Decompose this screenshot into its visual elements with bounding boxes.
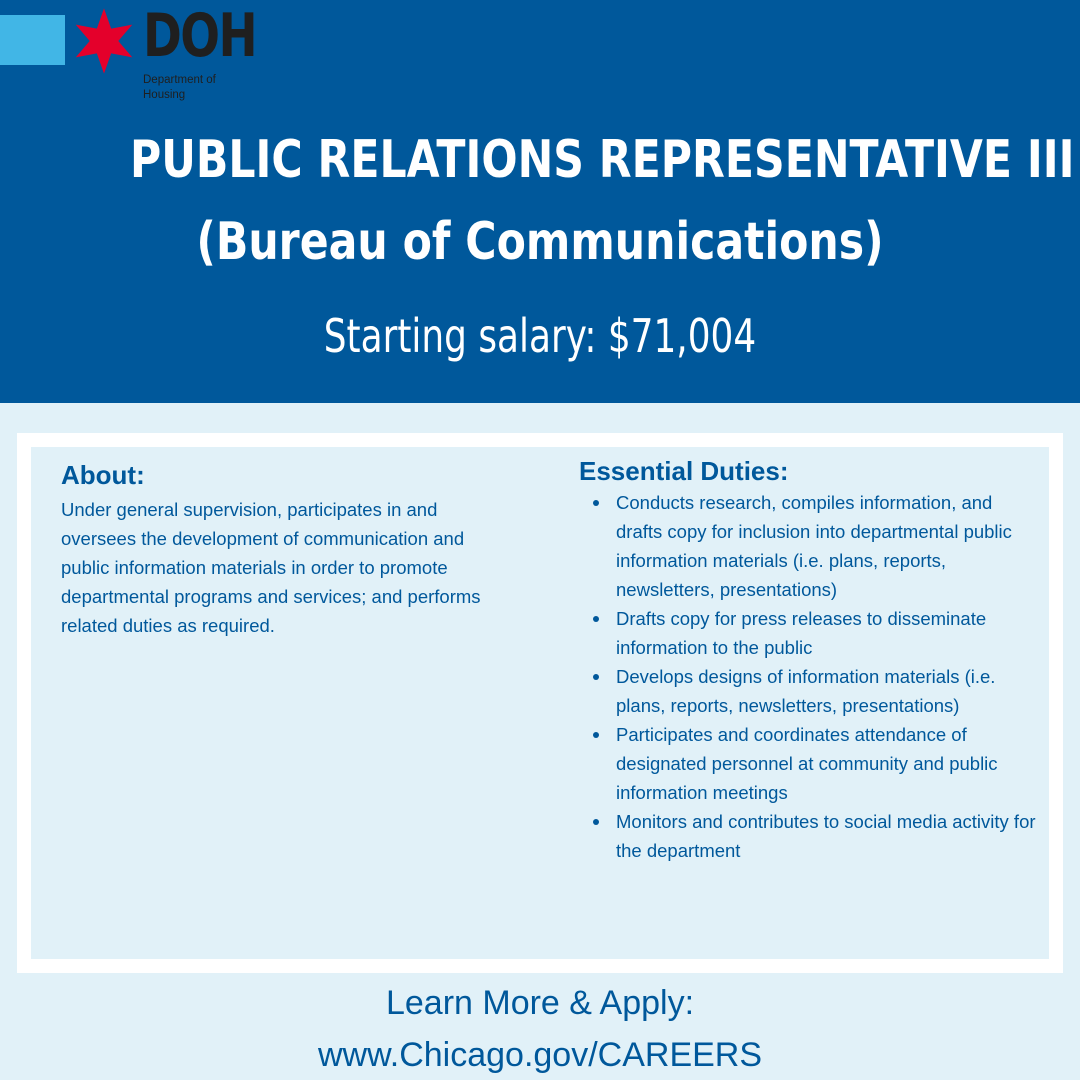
job-bureau: (Bureau of Communications) — [196, 212, 884, 272]
essential-duties-section — [579, 455, 1039, 865]
starting-salary: Starting salary: $71,004 — [323, 309, 757, 363]
bullet-icon — [593, 500, 599, 506]
logo-blue-square — [0, 15, 65, 65]
content-panel — [17, 433, 1063, 973]
bullet-icon — [593, 732, 599, 738]
logo-department-name: Department of Housing — [143, 74, 216, 101]
doh-logo — [0, 0, 257, 110]
duty-text: Participates and coordinates attendance of designated personnel at community and public information meetings — [616, 724, 998, 803]
six-pointed-star-icon — [70, 2, 138, 80]
duty-text: Conducts research, compiles information, and drafts copy for inclusion into departmental public information materials (i.e. plans, reports, newsletters, presentations) — [616, 492, 1012, 600]
duty-text: Drafts copy for press releases to disseminate information to the public — [616, 608, 987, 658]
apply-call-to-action: Learn More & Apply: — [385, 984, 695, 1022]
duty-item — [579, 662, 1039, 720]
header-banner — [0, 0, 1080, 403]
duties-list — [579, 488, 1039, 865]
bullet-icon — [593, 674, 599, 680]
duty-text: Monitors and contributes to social media activity for the department — [616, 811, 1036, 861]
content-panel-inner — [31, 447, 1049, 959]
duty-item — [579, 488, 1039, 604]
duties-heading: Essential Duties: — [579, 456, 789, 486]
bullet-icon — [593, 819, 599, 825]
about-heading: About: — [61, 460, 145, 490]
about-section — [61, 459, 511, 640]
duty-item — [579, 604, 1039, 662]
logo-abbreviation: DOH — [143, 1, 257, 71]
duty-text: Develops designs of information materials (i.e. plans, reports, newsletters, presentations) — [616, 666, 996, 716]
duty-item — [579, 720, 1039, 807]
footer — [0, 978, 1080, 1078]
about-text: Under general supervision, participates in and oversees the development of communication and public information materials in order to promote departmental programs and services; and performs related duties as required. — [61, 499, 481, 636]
duty-item — [579, 807, 1039, 865]
bullet-icon — [593, 616, 599, 622]
job-title: PUBLIC RELATIONS REPRESENTATIVE III — [130, 130, 1075, 190]
careers-url: www.Chicago.gov/CAREERS — [317, 1036, 763, 1074]
